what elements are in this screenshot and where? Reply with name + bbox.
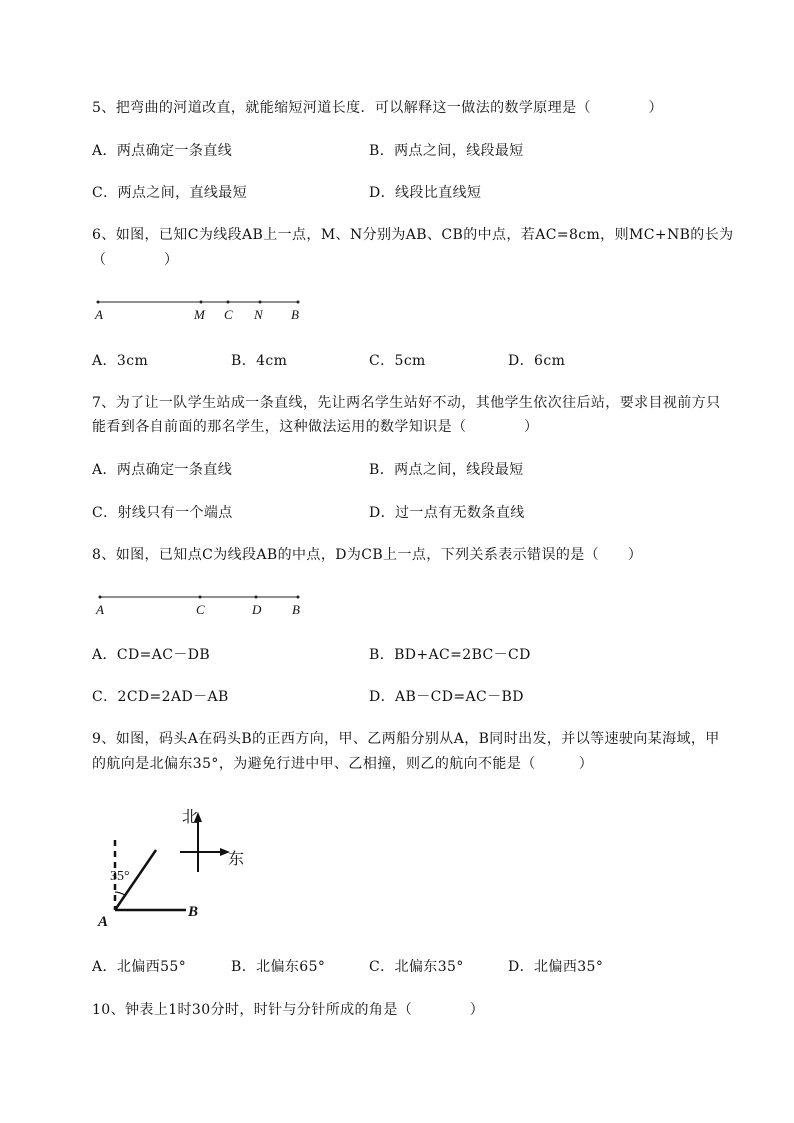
question-9-option-b[interactable]: B．北偏东65° (231, 959, 326, 975)
label-c: C (196, 602, 205, 617)
bearing-diagram (92, 800, 272, 936)
question-6-option-b[interactable]: B．4cm (231, 353, 288, 369)
question-5-option-a[interactable]: A．两点确定一条直线 (92, 143, 233, 159)
question-9-option-a[interactable]: A．北偏西55° (92, 959, 187, 975)
question-6-stem-line-1: 6、如图，已知C为线段AB上一点，M、N分别为AB、CB的中点，若AC=8cm，则MC+NB的长为 (92, 227, 734, 243)
segment-diagram-6 (90, 292, 310, 328)
label-c: C (224, 307, 233, 322)
point-c-dot (199, 596, 202, 599)
point-n-dot (259, 301, 262, 304)
question-6-stem-line-2: （ ） (92, 252, 179, 268)
question-8-option-b[interactable]: B．BD+AC=2BC－CD (369, 647, 531, 663)
segment-diagram-8 (92, 587, 312, 623)
question-9-option-c[interactable]: C．北偏东35° (369, 959, 464, 975)
point-b-dot (297, 301, 300, 304)
question-8-option-d[interactable]: D．AB－CD=AC－BD (369, 689, 524, 705)
question-9-stem-line-1: 9、如图，码头A在码头B的正西方向，甲、乙两船分别从A，B同时出发，并以等速驶向某海域，甲 (92, 731, 720, 747)
question-6-figure (90, 292, 310, 328)
point-d-dot (255, 596, 258, 599)
point-a-dot (99, 596, 102, 599)
question-6-option-d[interactable]: D．6cm (508, 353, 566, 369)
east-label: 东 (228, 849, 245, 868)
label-a: A (98, 914, 109, 930)
question-5-stem: 5、把弯曲的河道改直，就能缩短河道长度．可以解释这一做法的数学原理是（ ） (92, 100, 663, 116)
question-7-option-b[interactable]: B．两点之间，线段最短 (369, 462, 524, 478)
question-5-option-c[interactable]: C．两点之间，直线最短 (92, 185, 248, 201)
label-d: D (252, 602, 262, 617)
question-7-stem-line-1: 7、为了让一队学生站成一条直线，先让两名学生站好不动，其他学生依次往后站，要求目视前方只 (92, 395, 721, 411)
question-9-stem-line-2: 的航向是北偏东35°，为避免行进中甲、乙相撞，则乙的航向不能是（ ） (92, 756, 594, 772)
question-7-stem-line-2: 能看到各自前面的那名学生，这种做法运用的数学知识是（ ） (92, 419, 539, 435)
label-a: A (95, 307, 103, 322)
question-8-option-c[interactable]: C．2CD=2AD－AB (92, 689, 229, 705)
label-b: B (292, 602, 300, 617)
label-n: N (254, 307, 263, 322)
angle-arc (115, 892, 125, 895)
angle-label: 35° (110, 869, 130, 884)
point-c-dot (227, 301, 230, 304)
point-m-dot (200, 301, 203, 304)
question-6-option-c[interactable]: C．5cm (369, 353, 426, 369)
question-7-option-a[interactable]: A．两点确定一条直线 (92, 462, 233, 478)
question-8-option-a[interactable]: A．CD=AC－DB (92, 647, 211, 663)
question-7-option-c[interactable]: C．射线只有一个端点 (92, 505, 233, 521)
label-a: A (96, 602, 104, 617)
question-5-option-b[interactable]: B．两点之间，线段最短 (369, 143, 524, 159)
label-b: B (291, 307, 299, 322)
question-9-figure (92, 800, 272, 936)
label-b: B (188, 904, 199, 920)
question-10-stem: 10、钟表上1时30分时，时针与分针所成的角是（ ） (92, 1002, 485, 1018)
question-8-stem: 8、如图，已知点C为线段AB的中点，D为CB上一点，下列关系表示错误的是（ ） (92, 547, 643, 563)
point-b-dot (297, 596, 300, 599)
question-5-option-d[interactable]: D．线段比直线短 (369, 185, 482, 201)
point-a-dot (97, 301, 100, 304)
question-6-option-a[interactable]: A．3cm (92, 353, 149, 369)
question-7-option-d[interactable]: D．过一点有无数条直线 (369, 505, 525, 521)
north-label: 北 (182, 807, 199, 826)
label-m: M (194, 307, 205, 322)
question-9-option-d[interactable]: D．北偏西35° (508, 959, 604, 975)
question-8-figure (92, 587, 312, 623)
